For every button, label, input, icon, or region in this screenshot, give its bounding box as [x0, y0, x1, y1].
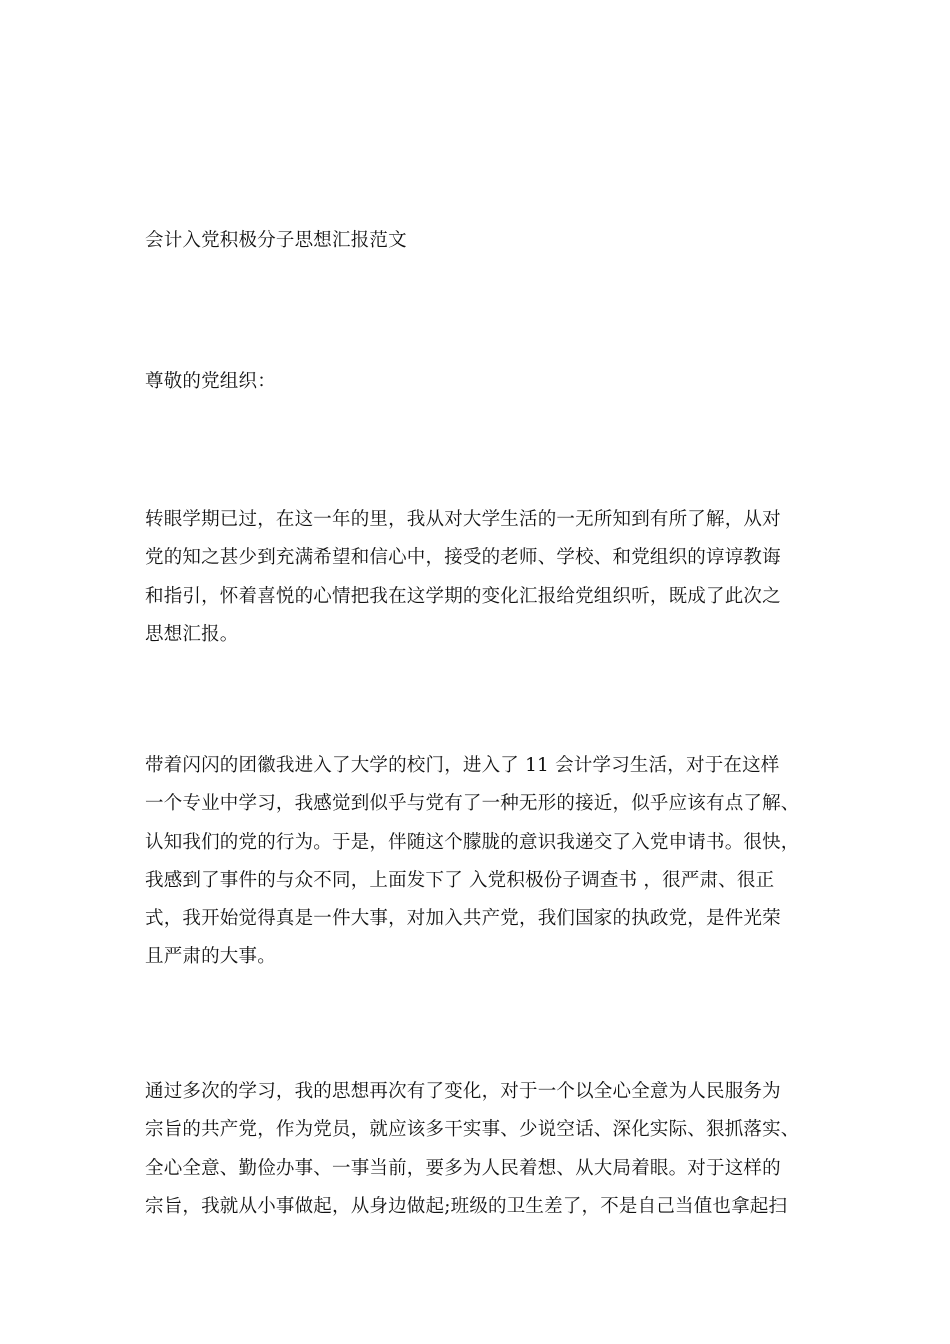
paragraph-line: 党的知之甚少到充满希望和信心中，接受的老师、学校、和党组织的谆谆教诲 [145, 547, 781, 569]
paragraph-line: 和指引，怀着喜悦的心情把我在这学期的变化汇报给党组织听，既成了此次之 [145, 585, 781, 607]
paragraph-line: 式，我开始觉得真是一件大事，对加入共产党，我们国家的执政党，是件光荣 [145, 908, 781, 930]
paragraph-line: 全心全意、勤俭办事、一事当前，要多为人民着想、从大局着眼。对于这样的 [145, 1157, 781, 1179]
salutation: 尊敬的党组织： [145, 371, 276, 392]
paragraph-line: 且严肃的大事。 [145, 946, 276, 968]
paragraph-line: 一个专业中学习，我感觉到似乎与党有了一种无形的接近，似乎应该有点了解、 [145, 793, 800, 815]
paragraph-line: 思想汇报。 [145, 623, 239, 645]
paragraph-line: 通过多次的学习，我的思想再次有了变化，对于一个以全心全意为人民服务为 [145, 1081, 781, 1102]
document-title: 会计入党积极分子思想汇报范文 [145, 230, 407, 251]
paragraph-line: 认知我们的党的行为。于是，伴随这个朦胧的意识我递交了入党申请书。很快， [145, 831, 800, 853]
paragraph-2 [145, 747, 815, 977]
paragraph-line: 宗旨的共产党，作为党员，就应该多干实事、少说空话、深化实际、狠抓落实、 [145, 1119, 800, 1141]
paragraph-line: 我感到了事件的与众不同，上面发下了 入党积极份子调查书 ，很严肃、很正 [145, 869, 775, 891]
paragraph-3 [145, 1073, 815, 1226]
paragraph-line: 带着闪闪的团徽我进入了大学的校门，进入了 11 会计学习生活，对于在这样 [145, 755, 780, 776]
paragraph-line: 宗旨，我就从小事做起，从身边做起;班级的卫生差了，不是自己当值也拿起扫 [145, 1195, 788, 1217]
paragraph-line: 转眼学期已过，在这一年的里，我从对大学生活的一无所知到有所了解，从对 [145, 509, 781, 530]
paragraph-1 [145, 501, 815, 654]
